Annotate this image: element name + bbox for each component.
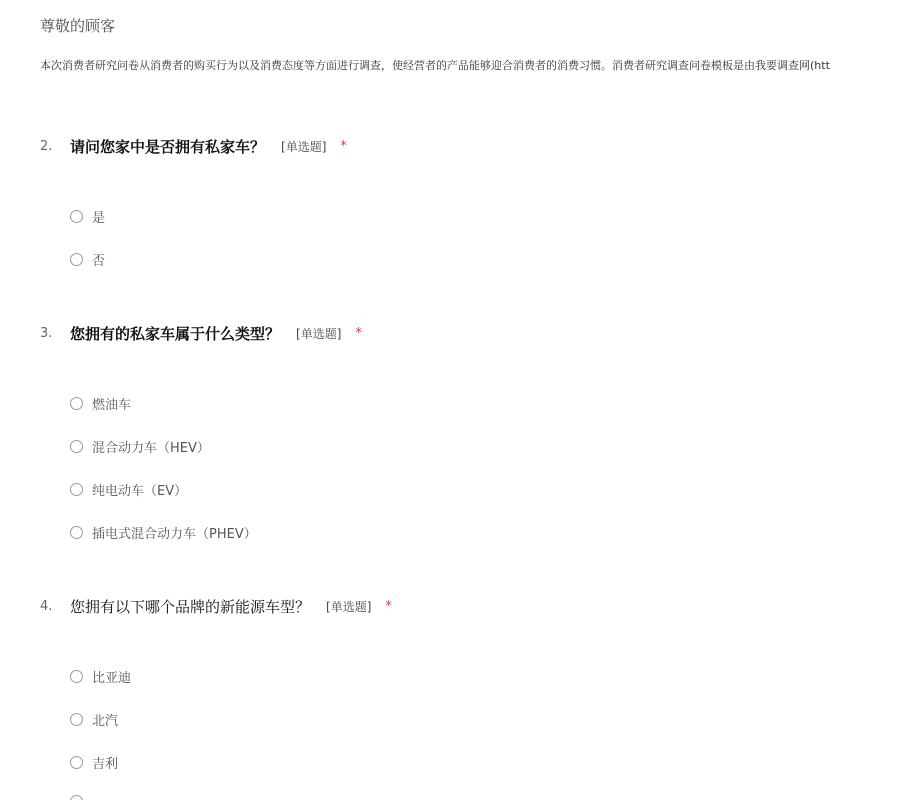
q3-option-fuel[interactable]: [70, 393, 131, 413]
option-label: 纯电动车（EV）: [92, 483, 188, 499]
q4-option-geely[interactable]: [70, 752, 118, 772]
radio-button[interactable]: [70, 440, 83, 453]
option-label: 插电式混合动力车（PHEV）: [92, 526, 257, 542]
question-title: 请问您家中是否拥有私家车？: [70, 137, 266, 156]
option-label: 比亚迪: [92, 670, 132, 686]
question-type-tag: [单选题]: [326, 599, 372, 614]
question-title: 您拥有以下哪个品牌的新能源车型？: [70, 597, 311, 616]
q2-option-no[interactable]: [70, 249, 105, 269]
q4-option-baic[interactable]: [70, 709, 118, 729]
option-label: 吉利: [92, 756, 119, 772]
radio-button[interactable]: [70, 483, 83, 496]
question-type-tag: [单选题]: [281, 139, 327, 154]
radio-button[interactable]: [70, 670, 83, 683]
question-4-header: [40, 594, 392, 618]
survey-intro-text: 本次消费者研究问卷从消费者的购买行为以及消费态度等方面进行调查，使经营者的产品能够迎合消费者的消费习惯。消费者研究调查问卷模板是由我要调查网(htt: [40, 59, 830, 72]
option-label: 是: [92, 210, 106, 226]
question-number: 2.: [40, 138, 53, 154]
option-label: 燃油车: [92, 397, 132, 413]
radio-button[interactable]: [70, 526, 83, 539]
question-title: 您拥有的私家车属于什么类型？: [70, 324, 281, 343]
radio-button[interactable]: [70, 397, 83, 410]
required-marker: *: [385, 598, 392, 614]
q2-option-yes[interactable]: [70, 206, 105, 226]
option-label: 北汽: [92, 713, 119, 729]
question-number: 4.: [40, 598, 53, 614]
q4-option-byd[interactable]: [70, 666, 131, 686]
radio-button[interactable]: [70, 795, 83, 800]
radio-button[interactable]: [70, 253, 83, 266]
option-label: 否: [92, 253, 106, 269]
q4-option-next-partial[interactable]: [70, 791, 92, 800]
required-marker: *: [340, 138, 347, 154]
question-2-header: [40, 134, 347, 158]
radio-button[interactable]: [70, 756, 83, 769]
radio-button[interactable]: [70, 713, 83, 726]
q3-option-hev[interactable]: [70, 436, 210, 456]
question-number: 3.: [40, 325, 53, 341]
option-label: 混合动力车（HEV）: [92, 440, 210, 456]
radio-button[interactable]: [70, 210, 83, 223]
required-marker: *: [355, 325, 362, 341]
q3-option-ev[interactable]: [70, 479, 187, 499]
q3-option-phev[interactable]: [70, 522, 257, 542]
question-type-tag: [单选题]: [296, 326, 342, 341]
greeting-heading: 尊敬的顾客: [40, 17, 116, 35]
question-3-header: [40, 321, 362, 345]
